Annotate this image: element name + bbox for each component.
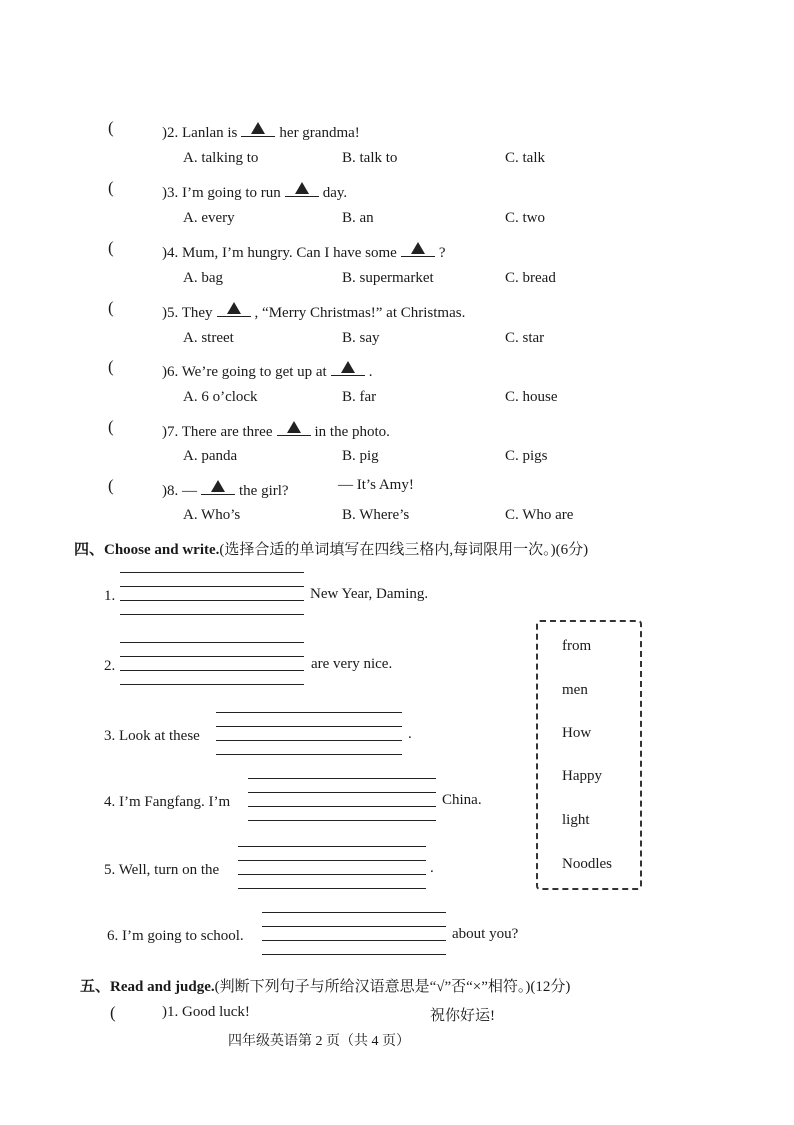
option-b: B. talk to [342,150,398,166]
stem-text: the girl? [239,483,289,499]
stem-text: day. [322,185,348,201]
guide-line [238,846,426,847]
blank-triangle-icon [285,179,319,197]
stem-text: )3. I’m going to run [162,185,281,201]
guide-line [248,806,436,807]
option-c: C. house [505,389,558,405]
answer-paren[interactable]: ( [108,118,114,137]
guide-line [216,726,402,727]
question-stem [162,299,465,322]
stem-reply: — It’s Amy! [338,477,414,493]
fill-question-4-tail: China. [442,792,482,808]
stem-text: )8. — [162,483,197,499]
guide-line [216,740,402,741]
option-a: A. Who’s [183,507,241,523]
stem-text: )4. Mum, I’m hungry. Can I have some [162,245,397,261]
section5-title: 五、Read and judge. [80,979,215,995]
guide-line [238,888,426,889]
option-b: B. far [342,389,377,405]
guide-line [248,792,436,793]
section5-heading [80,975,570,996]
fill-question-6: 6. I’m going to school. [107,928,244,944]
guide-line [248,820,436,821]
option-a: A. street [183,330,234,346]
guide-line [262,912,446,913]
option-a: A. every [183,210,235,226]
guide-line [238,874,426,875]
blank-triangle-icon [331,358,365,376]
option-c: C. talk [505,150,545,166]
fill-question-2-tail: are very nice. [311,656,393,672]
guide-line [216,712,402,713]
fill-question-5-tail: . [430,860,434,876]
guide-line [120,600,304,601]
question-stem [162,418,390,441]
stem-text: )2. Lanlan is [162,125,238,141]
guide-line [120,586,304,587]
fill-question-1: 1. [104,588,116,604]
answer-paren[interactable]: ( [108,417,114,436]
option-a: A. 6 o’clock [183,389,258,405]
question-stem [162,358,372,381]
section4-title: 四、Choose and write. [74,542,220,558]
question-stem [162,179,347,202]
guide-line [262,954,446,955]
fill-question-3-tail: . [408,726,412,742]
guide-line [238,860,426,861]
option-a: A. panda [183,448,238,464]
question-stem [162,477,289,500]
answer-paren[interactable]: ( [108,178,114,197]
option-c: C. star [505,330,545,346]
guide-line [262,940,446,941]
word-bank-box [536,620,642,890]
four-line-writing-area[interactable] [262,912,446,956]
stem-text: )7. There are three [162,424,273,440]
option-b: B. an [342,210,374,226]
four-line-writing-area[interactable] [248,778,436,822]
four-line-writing-area[interactable] [120,642,304,686]
stem-text: . [368,364,373,380]
option-b: B. say [342,330,380,346]
option-a: A. bag [183,270,223,286]
stem-text: ? [438,245,446,261]
option-b: B. pig [342,448,379,464]
option-b: B. Where’s [342,507,410,523]
stem-text: )5. They [162,305,213,321]
blank-triangle-icon [217,299,251,317]
option-c: C. bread [505,270,556,286]
word-bank-item: How [562,725,592,741]
fill-question-1-tail: New Year, Daming. [310,586,429,602]
section5-note: (判断下列句子与所给汉语意思是“√”否“×”相符。)(12分) [214,979,571,995]
fill-question-3: 3. Look at these [104,728,200,744]
blank-triangle-icon [241,119,275,137]
four-line-writing-area[interactable] [238,846,426,890]
blank-triangle-icon [277,418,311,436]
guide-line [120,642,304,643]
section4-note: (选择合适的单词填写在四线三格内,每词限用一次。)(6分) [219,542,589,558]
answer-paren[interactable]: ( [108,238,114,257]
answer-paren[interactable]: ( [108,357,114,376]
option-a: A. talking to [183,150,259,166]
option-c: C. two [505,210,546,226]
answer-paren[interactable]: ( [110,1003,116,1022]
fill-question-6-tail: about you? [452,926,519,942]
guide-line [120,670,304,671]
option-c: C. Who are [505,507,574,523]
judge-question-1: )1. Good luck! [162,1004,250,1020]
blank-triangle-icon [401,239,435,257]
page-footer: 四年级英语第 2 页（共 4 页） [228,1034,410,1049]
fill-question-4: 4. I’m Fangfang. I’m [104,794,231,810]
guide-line [120,684,304,685]
word-bank-item: from [562,638,592,654]
judge-question-1-cn: 祝你好运! [430,1008,495,1024]
four-line-writing-area[interactable] [216,712,402,756]
stem-text: )6. We’re going to get up at [162,364,327,380]
question-stem [162,119,360,142]
section4-heading [74,538,588,559]
guide-line [120,656,304,657]
guide-line [216,754,402,755]
blank-triangle-icon [201,477,235,495]
guide-line [262,926,446,927]
guide-line [248,778,436,779]
answer-paren[interactable]: ( [108,476,114,495]
word-bank-item: light [562,812,590,828]
option-c: C. pigs [505,448,548,464]
guide-line [120,572,304,573]
guide-line [120,614,304,615]
word-bank-item: men [562,682,588,698]
stem-text: , “Merry Christmas!” at Christmas. [254,305,466,321]
fill-question-2: 2. [104,658,116,674]
option-b: B. supermarket [342,270,434,286]
four-line-writing-area[interactable] [120,572,304,616]
question-stem [162,239,446,262]
answer-paren[interactable]: ( [108,298,114,317]
word-bank-item: Happy [562,768,602,784]
stem-text: her grandma! [279,125,360,141]
word-bank-item: Noodles [562,856,612,872]
stem-text: in the photo. [314,424,390,440]
fill-question-5: 5. Well, turn on the [104,862,220,878]
